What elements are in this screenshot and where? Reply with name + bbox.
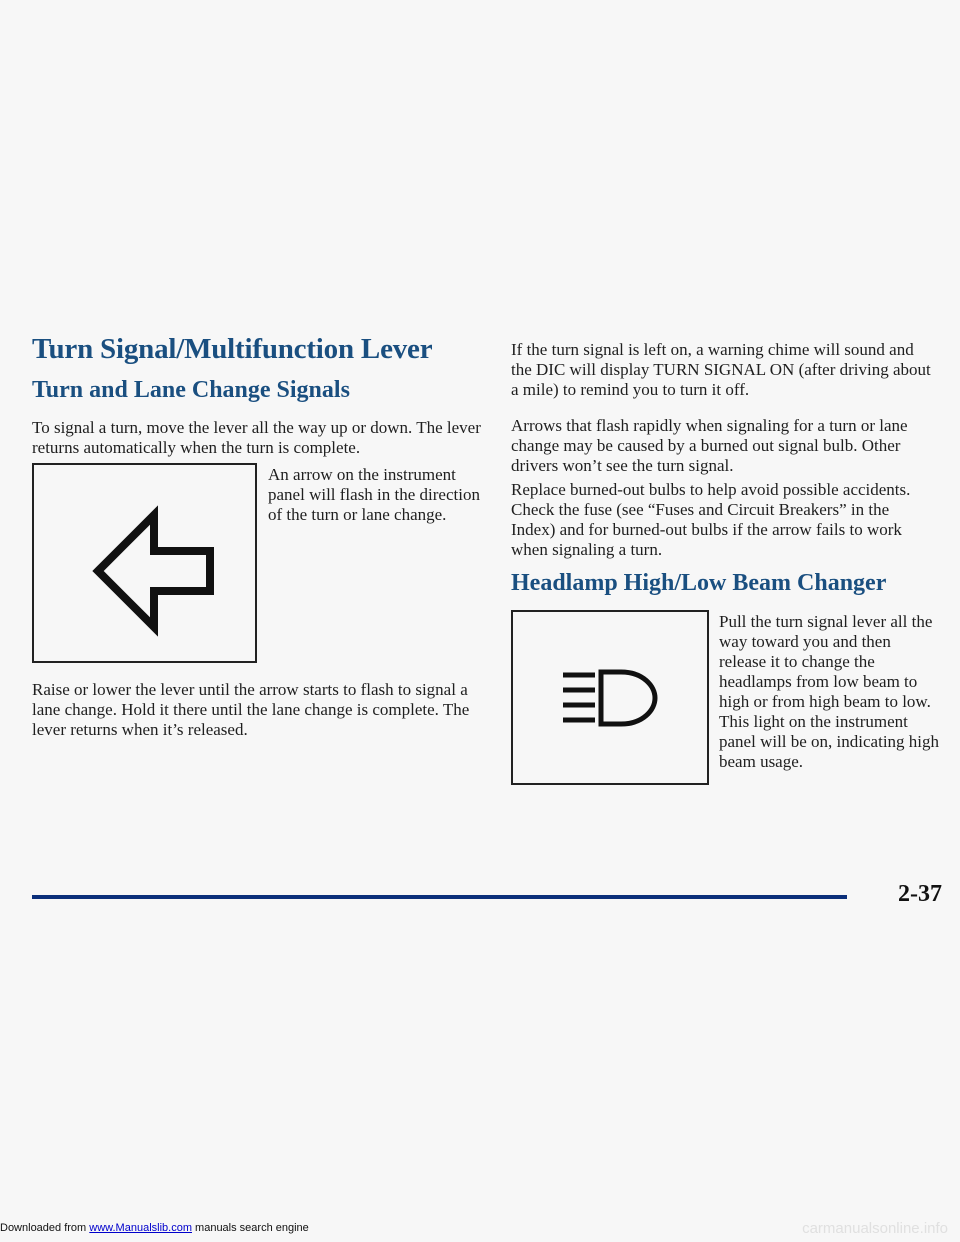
headlamp-heading: Headlamp High/Low Beam Changer — [511, 570, 887, 596]
watermark: carmanualsonline.info — [802, 1220, 948, 1237]
warning-chime-paragraph: If the turn signal is left on, a warning chime will sound and the DIC will display TURN SIGNAL ON (after driving about a mile) to remind you to turn it off. — [511, 340, 931, 399]
headlamp-caption: Pull the turn signal lever all the way toward you and then release it to change the headlamps from low beam to high or from high beam to low. This light on the instrument panel will be on, indicating high beam usage. — [719, 612, 940, 771]
replace-bulbs-paragraph: Replace burned-out bulbs to help avoid possible accidents. Check the fuse (see “Fuses and Circuit Breakers” in the Index) and for burned-out bulbs if the arrow fails to work when signaling a turn. — [511, 480, 911, 559]
download-footer — [0, 1222, 309, 1234]
lane-change-paragraph: Raise or lower the lever until the arrow starts to flash to signal a lane change. Hold it there until the lane change is complete. The lever returns when it’s released. — [32, 680, 470, 739]
rapid-flash-paragraph: Arrows that flash rapidly when signaling for a turn or lane change may be caused by a burned out signal bulb. Other drivers won’t see the turn signal. — [511, 416, 908, 475]
footer-suffix: manuals search engine — [191, 1222, 309, 1234]
manualslib-link[interactable]: www.Manualslib.com — [89, 1222, 192, 1234]
footer-prefix: Downloaded from — [0, 1222, 90, 1234]
turn-signal-paragraph: To signal a turn, move the lever all the way up or down. The lever returns automatically when the turn is complete. — [32, 418, 481, 457]
turn-arrow-figure — [32, 463, 257, 663]
arrow-caption: An arrow on the instrument panel will flash in the direction of the turn or lane change. — [268, 465, 480, 524]
page-rule — [32, 895, 847, 899]
high-beam-figure — [511, 610, 709, 785]
left-arrow-icon — [34, 465, 255, 661]
page-number: 2-37 — [898, 881, 942, 907]
high-beam-icon — [513, 612, 707, 783]
turn-signals-heading: Turn and Lane Change Signals — [32, 377, 350, 403]
section-title: Turn Signal/Multifunction Lever — [32, 333, 433, 365]
